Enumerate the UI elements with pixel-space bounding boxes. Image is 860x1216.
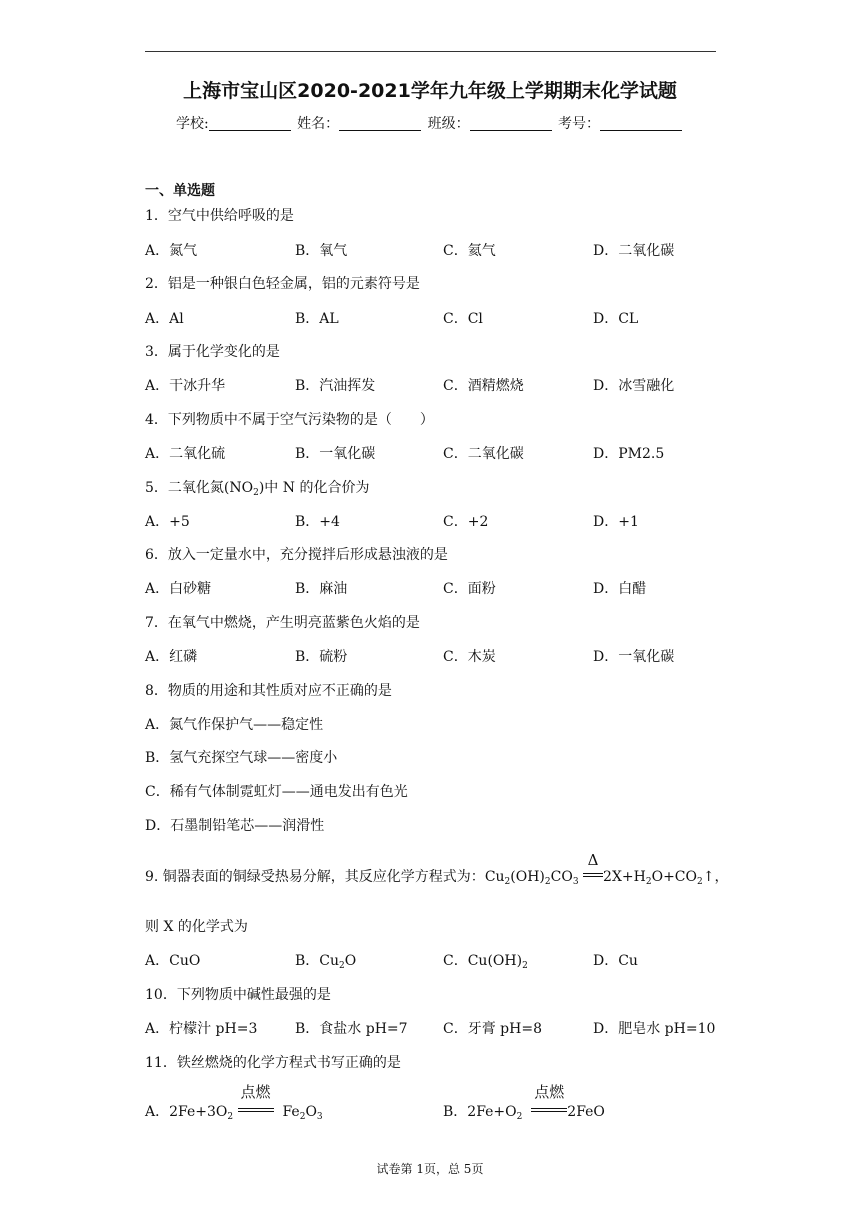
option-b[interactable]: B．汽油挥发	[295, 378, 376, 394]
option-c[interactable]: C．+2	[443, 514, 489, 530]
option-a[interactable]: A．+5	[145, 514, 190, 530]
question-4-stem: 4．下列物质中不属于空气污染物的是（ ）	[145, 412, 434, 428]
question-11-options	[145, 1083, 745, 1122]
question-1-stem: 1．空气中供给呼吸的是	[145, 208, 294, 224]
option-b[interactable]	[295, 952, 356, 970]
formula-text: O+CO	[651, 869, 697, 885]
equals-sign	[583, 873, 603, 877]
option-a[interactable]: A．红磷	[145, 649, 198, 665]
subscript: 2	[544, 877, 551, 887]
stem-text: 5．二氧化氮(NO	[145, 480, 254, 496]
top-rule	[145, 51, 716, 52]
condition-text: 点燃	[240, 1083, 271, 1101]
option-d[interactable]: D．白醋	[593, 581, 647, 597]
heat-symbol: Δ	[587, 851, 599, 869]
subscript: 2	[697, 877, 703, 887]
option-text: O	[305, 1104, 317, 1120]
ignite-condition	[238, 1083, 274, 1121]
option-a[interactable]: A．干冰升华	[145, 378, 226, 394]
product-formula	[603, 869, 728, 885]
option-a[interactable]: A．氮气	[145, 243, 198, 259]
heat-condition	[583, 851, 603, 886]
option-d[interactable]: D．肥皂水 pH=10	[593, 1021, 716, 1037]
question-10-options	[145, 1020, 745, 1038]
option-c[interactable]: C．面粉	[443, 581, 496, 597]
option-c[interactable]: C．牙膏 pH=8	[443, 1021, 542, 1037]
option-c[interactable]: C．酒精燃烧	[443, 378, 524, 394]
option-text: B．2Fe+O	[443, 1104, 517, 1120]
question-11-stem: 11．铁丝燃烧的化学方程式书写正确的是	[145, 1055, 401, 1071]
formula-text: (OH)	[510, 869, 545, 885]
option-b[interactable]: B．氧气	[295, 243, 348, 259]
question-7-options	[145, 648, 745, 666]
option-d[interactable]: D．二氧化碳	[593, 243, 675, 259]
option-d[interactable]: D．冰雪融化	[593, 378, 675, 394]
question-9-stem	[145, 851, 729, 887]
page-footer: 试卷第 1页，总 5页	[376, 1162, 484, 1176]
stem-text: 9. 铜器表面的铜绿受热易分解，其反应化学方程式为：	[145, 869, 485, 885]
subscript: 2	[504, 877, 511, 887]
option-d[interactable]: D．一氧化碳	[593, 649, 675, 665]
condition-text: 点燃	[534, 1083, 565, 1101]
school-blank[interactable]	[209, 116, 291, 131]
option-a[interactable]: A．二氧化硫	[145, 446, 226, 462]
option-d[interactable]: D．石墨制铅笔芯——润滑性	[145, 818, 325, 834]
option-c[interactable]	[443, 952, 528, 970]
option-b[interactable]: B．氢气充探空气球——密度小	[145, 750, 338, 766]
ignite-condition	[531, 1083, 567, 1121]
reactant-formula	[485, 869, 579, 885]
question-1-options	[145, 242, 745, 260]
option-b[interactable]	[443, 1083, 605, 1122]
option-b[interactable]: B．食盐水 pH=7	[295, 1021, 408, 1037]
question-5-options	[145, 513, 745, 531]
subscript: 2	[645, 877, 652, 887]
question-2-options	[145, 310, 745, 328]
option-a[interactable]: A．柠檬汁 pH=3	[145, 1021, 258, 1037]
option-d[interactable]: D．+1	[593, 514, 639, 530]
section-title: 一、单选题	[145, 183, 215, 199]
question-7-stem: 7．在氧气中燃烧，产生明亮蓝紫色火焰的是	[145, 615, 420, 631]
class-blank[interactable]	[470, 116, 552, 131]
option-text: C．Cu(OH)	[443, 953, 523, 969]
number-label: 考号：	[558, 116, 601, 132]
formula-text: ↑，	[702, 869, 729, 885]
number-blank[interactable]	[600, 116, 682, 131]
subscript: 2	[253, 488, 259, 498]
formula-text: CO	[550, 869, 573, 885]
question-3-stem: 3．属于化学变化的是	[145, 344, 280, 360]
equals-sign	[531, 1108, 567, 1112]
subscript: 2	[227, 1112, 234, 1122]
option-c[interactable]: C．Cl	[443, 311, 483, 327]
option-b[interactable]: B．AL	[295, 311, 339, 327]
subscript: 3	[316, 1112, 323, 1122]
subscript: 2	[516, 1112, 523, 1122]
question-9-options	[145, 952, 745, 970]
option-b[interactable]: B．+4	[295, 514, 340, 530]
subscript: 2	[522, 961, 528, 971]
option-b[interactable]: B．一氧化碳	[295, 446, 376, 462]
school-label: 学校:	[175, 116, 209, 132]
option-d[interactable]: D．CL	[593, 311, 639, 327]
question-2-stem: 2．铝是一种银白色轻金属，铝的元素符号是	[145, 276, 420, 292]
option-c[interactable]: C．二氧化碳	[443, 446, 524, 462]
option-c[interactable]: C．氦气	[443, 243, 496, 259]
question-3-options	[145, 377, 745, 395]
option-c[interactable]: C．稀有气体制霓虹灯——通电发出有色光	[145, 784, 408, 800]
option-a[interactable]	[145, 1083, 323, 1122]
question-6-stem: 6．放入一定量水中，充分搅拌后形成悬浊液的是	[145, 547, 448, 563]
student-info-line	[0, 113, 860, 133]
option-text: A．2Fe+3O	[145, 1104, 228, 1120]
option-text: B．Cu	[295, 953, 340, 969]
option-a[interactable]: A．氮气作保护气——稳定性	[145, 717, 324, 733]
name-label: 姓名：	[297, 116, 340, 132]
subscript: 2	[339, 961, 345, 971]
class-label: 班级：	[427, 116, 470, 132]
question-10-stem: 10．下列物质中碱性最强的是	[145, 987, 331, 1003]
name-blank[interactable]	[339, 116, 421, 131]
option-b[interactable]: B．硫粉	[295, 649, 348, 665]
formula-text: Cu	[484, 869, 505, 885]
option-text: 2FeO	[567, 1104, 605, 1120]
equals-sign	[238, 1108, 274, 1112]
option-c[interactable]: C．木炭	[443, 649, 496, 665]
option-d[interactable]: D．Cu	[593, 953, 638, 969]
question-8-stem: 8．物质的用途和其性质对应不正确的是	[145, 683, 392, 699]
question-5-stem	[145, 479, 369, 497]
stem-text: )中 N 的化合价为	[258, 480, 370, 496]
option-a[interactable]: A．白砂糖	[145, 581, 212, 597]
option-a[interactable]: A．Al	[145, 311, 184, 327]
question-4-options	[145, 445, 745, 463]
option-a[interactable]: A．CuO	[145, 953, 201, 969]
formula-text: 2X+H	[603, 869, 646, 885]
subscript: 2	[299, 1112, 306, 1122]
option-b[interactable]: B．麻油	[295, 581, 348, 597]
subscript: 3	[572, 877, 579, 887]
option-text: Fe	[282, 1104, 300, 1120]
page-title: 上海市宝山区2020-2021学年九年级上学期期末化学试题	[183, 80, 677, 102]
question-9-stem-line2: 则 X 的化学式为	[145, 919, 248, 935]
option-d[interactable]: D．PM2.5	[593, 446, 665, 462]
question-6-options	[145, 580, 745, 598]
option-text: O	[344, 953, 357, 969]
